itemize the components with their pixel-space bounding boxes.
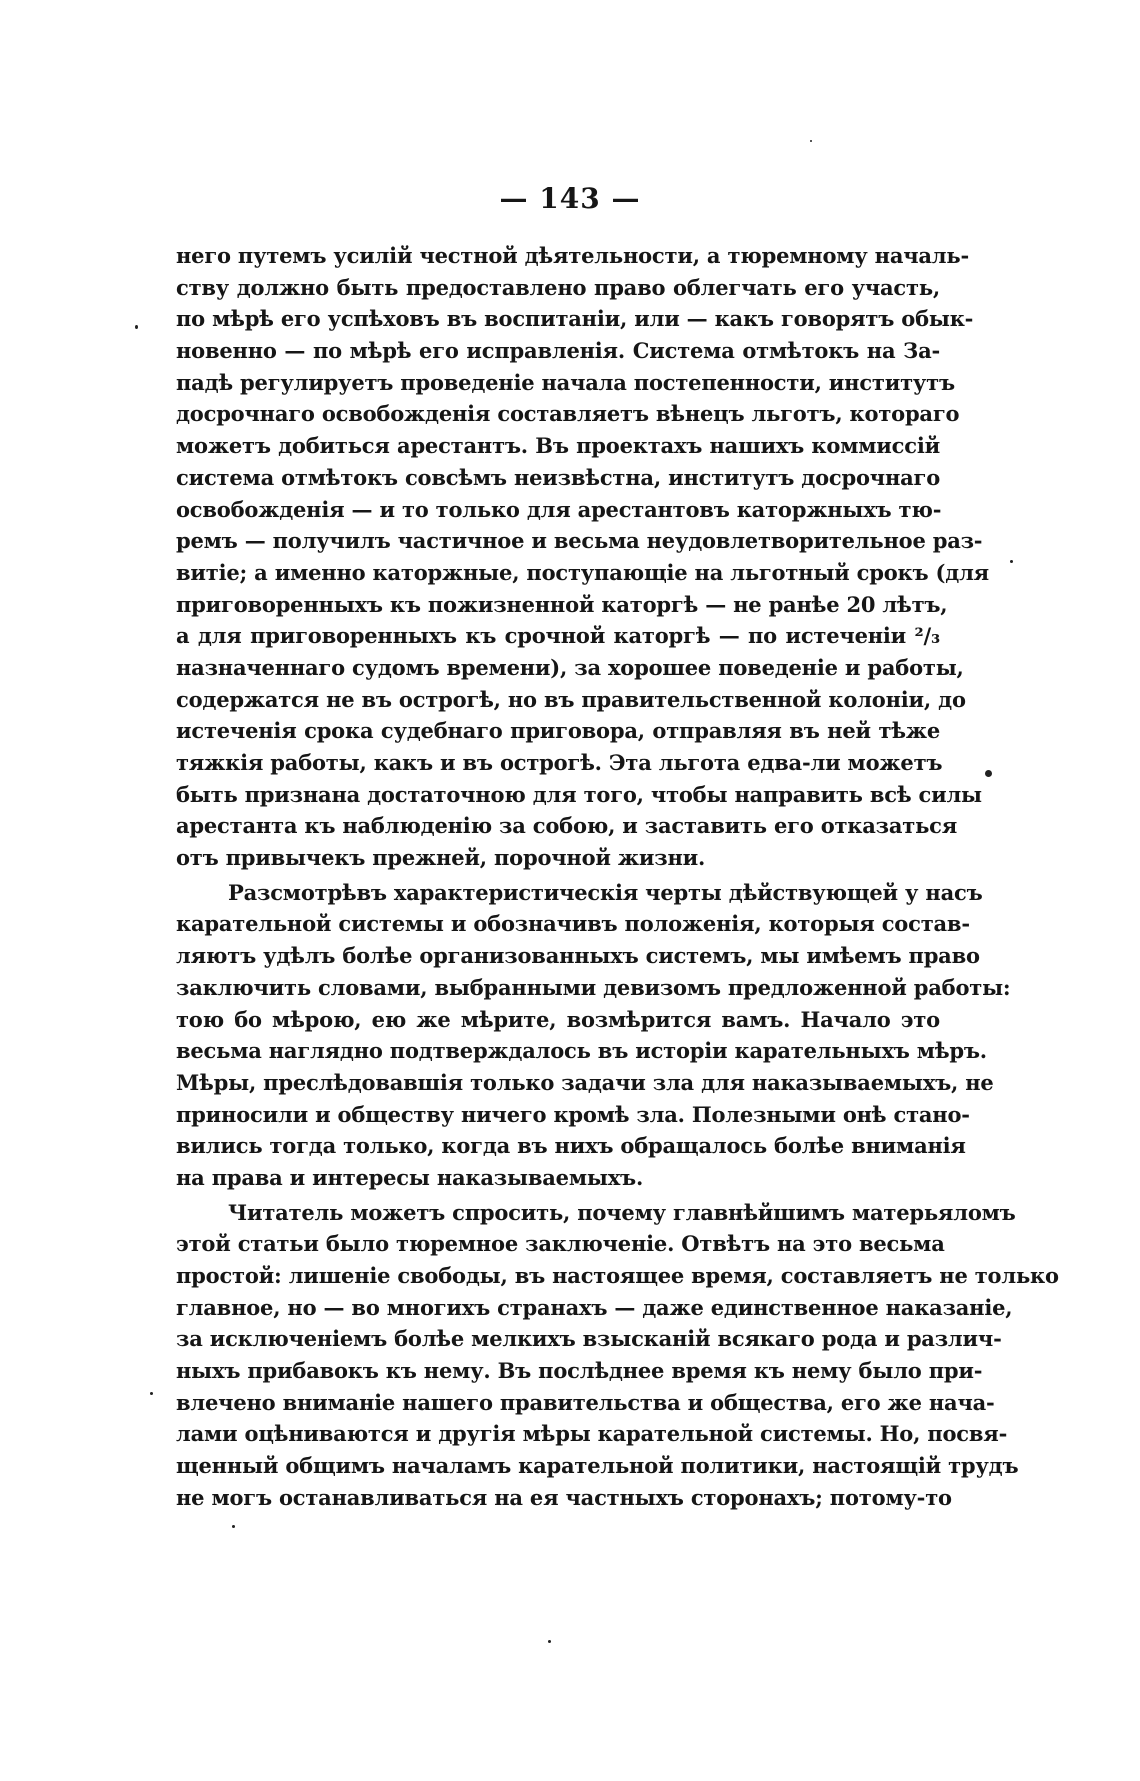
text-line: тою бо мѣрою, ею же мѣрите, возмѣрится вамъ. Начало это xyxy=(176,1006,940,1032)
text-line: ляютъ удѣлъ болѣе организованныхъ системъ, мы имѣемъ право xyxy=(176,943,980,969)
text-line: заключить словами, выбранными девизомъ предложенной работы: xyxy=(176,974,1011,1000)
text-line: Читатель можетъ спросить, почему главнѣйшимъ матерьяломъ xyxy=(228,1199,1016,1225)
paragraph-2 xyxy=(176,877,1011,1194)
text-line: приносили и обществу ничего кромѣ зла. Полезными онѣ стано- xyxy=(176,1101,970,1127)
text-line: падѣ регулируетъ проведеніе начала постепенности, институтъ xyxy=(176,369,955,395)
text-line: ству должно быть предоставлено право облегчать его участь, xyxy=(176,274,940,300)
text-line: Мѣры, преслѣдовавшія только задачи зла для наказываемыхъ, не xyxy=(176,1069,994,1095)
text-line: освобожденія — и то только для арестантовъ каторжныхъ тю- xyxy=(176,496,942,522)
text-line: за исключеніемъ болѣе мелкихъ взысканій всякаго рода и различ- xyxy=(176,1326,1002,1352)
text-line: содержатся не въ острогѣ, но въ правительственной колоніи, до xyxy=(176,686,966,712)
paragraph-1 xyxy=(176,240,989,874)
text-line: весьма наглядно подтверждалось въ исторіи карательныхъ мѣръ. xyxy=(176,1038,987,1064)
scan-speck xyxy=(1010,560,1013,563)
text-line: простой: лишеніе свободы, въ настоящее время, составляетъ не только xyxy=(176,1263,1059,1288)
text-line: досрочнаго освобожденія составляетъ вѣнецъ льготъ, котораго xyxy=(176,401,960,427)
text-line: не могъ останавливаться на ея частныхъ сторонахъ; потому-то xyxy=(176,1484,952,1510)
text-line: отъ привычекъ прежней, порочной жизни. xyxy=(176,845,706,871)
scan-speck xyxy=(548,1640,551,1643)
text-line: можетъ добиться арестантъ. Въ проектахъ нашихъ коммиссій xyxy=(176,433,940,459)
text-line: приговоренныхъ къ пожизненной каторгѣ — не ранѣе 20 лѣтъ, xyxy=(176,591,948,617)
text-line: арестанта къ наблюденію за собою, и заставить его отказаться xyxy=(176,813,958,839)
text-line: влечено вниманіе нашего правительства и общества, его же нача- xyxy=(176,1389,995,1415)
text-line: новенно — по мѣрѣ его исправленія. Система отмѣтокъ на За- xyxy=(176,338,940,364)
text-line: по мѣрѣ его успѣховъ въ воспитаніи, или — какъ говорятъ обык- xyxy=(176,306,974,332)
text-line: тяжкія работы, какъ и въ острогѣ. Эта льгота едва-ли можетъ xyxy=(176,750,943,775)
scan-speck xyxy=(135,325,138,329)
scan-speck xyxy=(232,1525,235,1528)
page-number: — 143 — xyxy=(499,182,641,215)
text-line: витіе; а именно каторжные, поступающіе на льготный срокъ (для xyxy=(176,559,989,585)
text-line: лами оцѣниваются и другія мѣры карательной системы. Но, посвя- xyxy=(176,1421,1008,1447)
text-line: на права и интересы наказываемыхъ. xyxy=(176,1164,644,1190)
text-line: главное, но — во многихъ странахъ — даже единственное наказаніе, xyxy=(176,1294,1013,1320)
text-line: ремъ — получилъ частичное и весьма неудовлетворительное раз- xyxy=(176,528,983,554)
scan-speck xyxy=(150,1392,153,1395)
text-line: быть признана достаточною для того, чтобы направить всѣ силы xyxy=(176,781,982,807)
text-line: него путемъ усилій честной дѣятельности, а тюремному началь- xyxy=(176,243,969,268)
text-line: система отмѣтокъ совсѣмъ неизвѣстна, институтъ досрочнаго xyxy=(176,464,940,490)
text-line: Разсмотрѣвъ характеристическія черты дѣйствующей у насъ xyxy=(228,879,983,905)
text-line: вились тогда только, когда въ нихъ обращалось болѣе вниманія xyxy=(176,1133,966,1159)
text-line: назначеннаго судомъ времени), за хорошее поведеніе и работы, xyxy=(176,654,964,680)
text-line: истеченія срока судебнаго приговора, отправляя въ ней тѣже xyxy=(176,718,940,744)
paragraph-3 xyxy=(176,1197,1059,1514)
text-line: карательной системы и обозначивъ положенія, которыя состав- xyxy=(176,911,970,937)
text-line: ныхъ прибавокъ къ нему. Въ послѣднее время къ нему было при- xyxy=(176,1358,983,1384)
text-line: этой статьи было тюремное заключеніе. Отвѣтъ на это весьма xyxy=(176,1231,945,1257)
body-text xyxy=(176,240,1059,1514)
text-line: а для приговоренныхъ къ срочной каторгѣ — по истеченіи ²/₃ xyxy=(176,623,940,649)
scan-speck xyxy=(810,140,812,142)
text-line: щенный общимъ началамъ карательной политики, настоящій трудъ xyxy=(176,1453,1019,1479)
scan-speck xyxy=(985,770,992,777)
